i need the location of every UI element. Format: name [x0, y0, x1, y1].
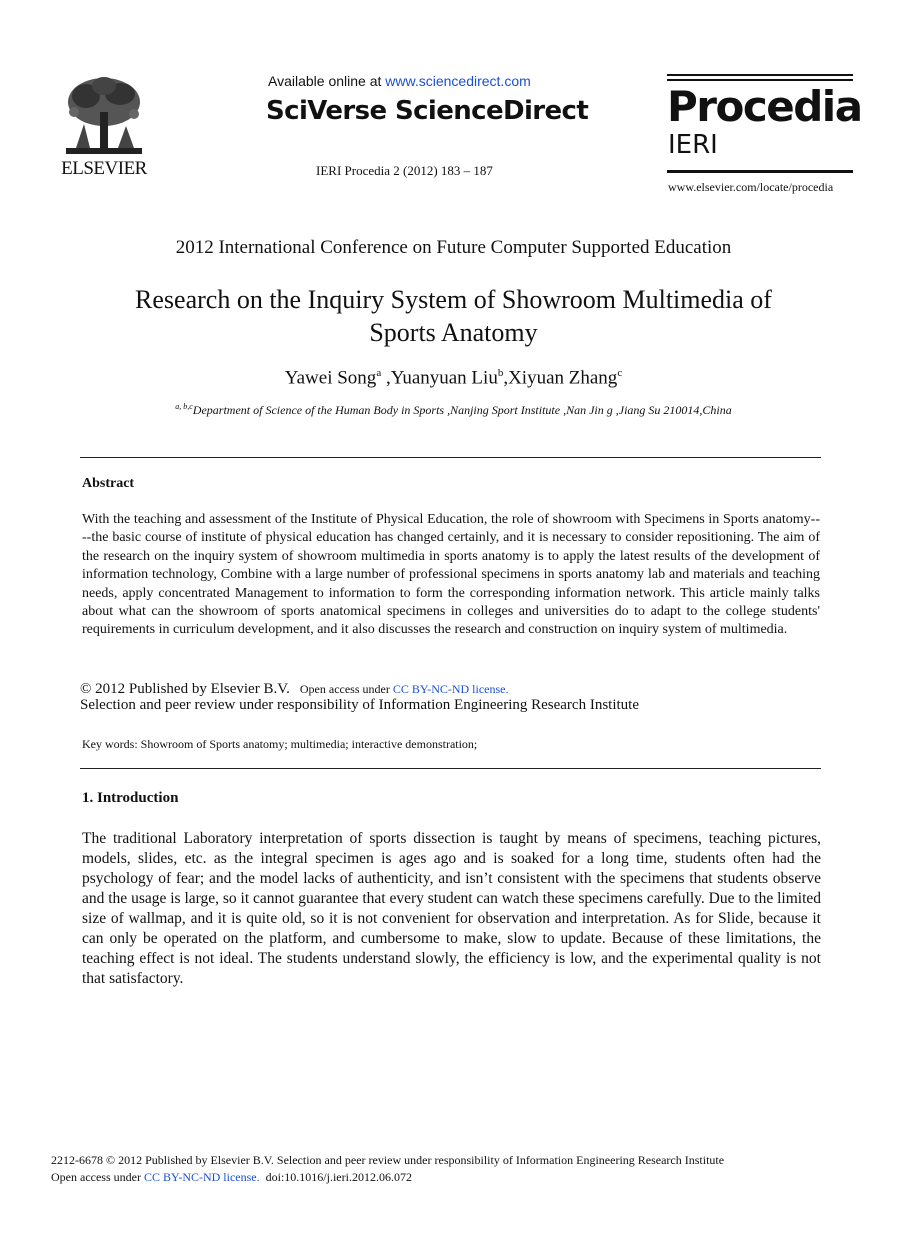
copyright-text: © 2012 Published by Elsevier B.V. — [80, 681, 290, 697]
author-name: Xiyuan Zhang — [508, 367, 618, 389]
abstract-heading: Abstract — [82, 476, 135, 491]
section-heading-introduction: 1. Introduction — [82, 790, 179, 806]
introduction-text: The traditional Laboratory interpretation of sports dissection is taught by means of specimens, teaching pictures, models, slides, etc. as the integral specimen is ages ago and is soaked for a long time, students often had the psychology of fear; and the model lacks of authenticity, and isn’t consistent with the specimens that students observe and the usage is large, so it cannot guarantee that every student can watch these specimens carefully. Due to the limited size of wallmap, and it is quite old, so it is not convenient for observation and interpretation. As for Slide, because it can only be operated on the platform, and cumbersome to make, slow to update. Because of these limitations, the teaching effect is not ideal. The students understand slowly, the efficiency is low, and the experimental quality is not that satisfactory. — [82, 830, 822, 987]
affiliation — [0, 402, 907, 418]
author-name: Yuanyuan Liu — [390, 367, 498, 389]
procedia-logo — [667, 74, 862, 178]
footer-license-link[interactable]: CC BY-NC-ND license. — [143, 1170, 260, 1184]
sciverse-wordmark: SciVerse ScienceDirect — [266, 96, 589, 126]
footer-access-line — [51, 1170, 412, 1185]
abstract-top-rule — [80, 457, 821, 458]
keywords: Key words: Showroom of Sports anatomy; multimedia; interactive demonstration; — [82, 737, 478, 751]
affiliation-mark: a, b,c — [175, 402, 193, 411]
author-affiliation-mark: b — [497, 367, 504, 379]
abstract-bottom-rule — [80, 768, 821, 769]
elsevier-logo — [56, 72, 152, 182]
open-access-label: Open access under — [299, 682, 393, 696]
author-separator: , — [381, 367, 391, 389]
procedia-top-rule — [667, 74, 853, 76]
conference-name: 2012 International Conference on Future Computer Supported Education — [175, 237, 732, 258]
footer-issn-line: 2212-6678 © 2012 Published by Elsevier B.V. Selection and peer review under responsibility of Information Engineering Research Institute — [51, 1153, 725, 1167]
journal-citation: IERI Procedia 2 (2012) 183 – 187 — [316, 163, 493, 178]
procedia-ieri: IERI — [668, 130, 718, 160]
procedia-bottom-rule — [667, 170, 853, 173]
paper-title-line-2: Sports Anatomy — [369, 318, 538, 347]
procedia-top-rule-2 — [667, 79, 853, 81]
sciencedirect-link[interactable]: www.sciencedirect.com — [385, 73, 531, 89]
footer-doi: doi:10.1016/j.ieri.2012.06.072 — [265, 1170, 412, 1184]
peer-review-statement: Selection and peer review under responsibility of Information Engineering Research Institute — [80, 697, 639, 713]
author-name: Yawei Song — [284, 367, 377, 389]
author-affiliation-mark: a — [376, 367, 382, 379]
footer-open-access-label: Open access under — [51, 1170, 144, 1184]
license-link[interactable]: CC BY-NC-ND license. — [392, 682, 509, 696]
procedia-wordmark: Procedia — [667, 82, 862, 131]
available-online-label: Available online at — [268, 73, 386, 89]
procedia-url[interactable]: www.elsevier.com/locate/procedia — [668, 180, 834, 194]
elsevier-wordmark: ELSEVIER — [61, 158, 147, 179]
available-online — [268, 73, 531, 89]
paper-title-line-1: Research on the Inquiry System of Showroom Multimedia of — [135, 285, 772, 314]
copyright-line — [80, 681, 509, 698]
author-affiliation-mark: c — [617, 367, 623, 379]
author-separator: , — [503, 367, 509, 389]
affiliation-text: Department of Science of the Human Body in Sports ,Nanjing Sport Institute ,Nan Jin g ,Jiang Su 210014,China — [192, 403, 732, 417]
author-list — [0, 367, 907, 389]
paper-title — [80, 283, 827, 349]
abstract-text: With the teaching and assessment of the Institute of Physical Education, the role of showroom with Specimens in Sports anatomy----the basic course of institute of physical education has changed certainly, and it is necessary to consider repositioning. The aim of the research on the inquiry system of showroom multimedia in sports anatomy is to apply the latest results of the development of information technology, Combine with a large number of professional specimens in sports anatomy lab and materials and teaching needs, apply concentrated Management to information to form the corresponding information network. This article mainly talks about what can the showroom of sports anatomical specimens in colleges and universities do to adapt to the college students' requirements in curriculum development, and it also discusses the research and construction on inquiry system of multimedia. — [82, 512, 820, 638]
